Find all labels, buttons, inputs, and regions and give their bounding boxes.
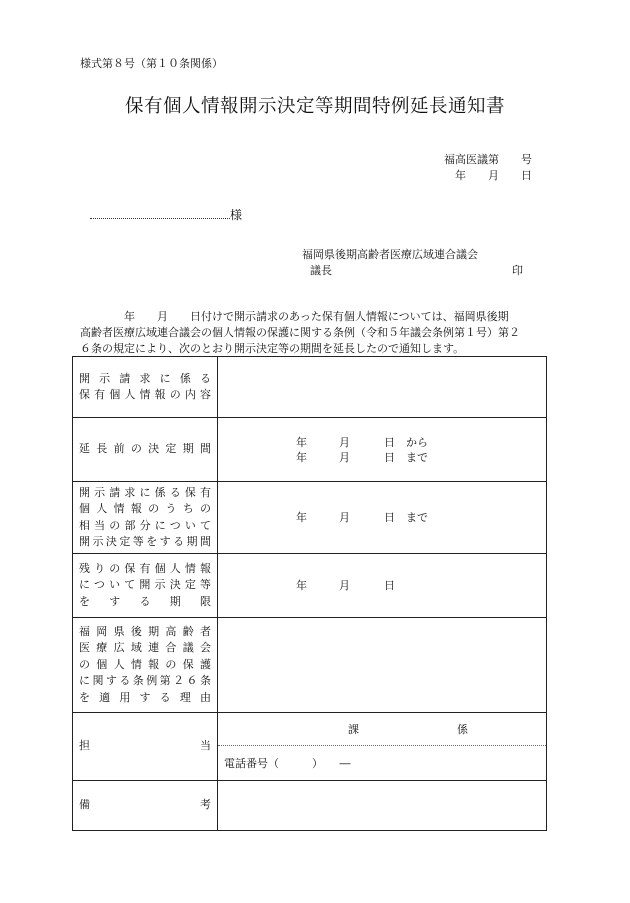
value-pre-extension[interactable] (218, 418, 547, 482)
document-number: 福高医議第 号 (444, 153, 532, 166)
row-remaining-period (73, 554, 547, 618)
day-unit: 日 (384, 511, 395, 524)
label-line: の個人情報の保護 (79, 657, 211, 671)
label-line: 個人情報のうちの (79, 502, 211, 515)
label-line: に関する条例第２６条 (79, 674, 211, 688)
label-remarks (73, 781, 218, 831)
label-contact (73, 713, 218, 781)
label-line: をする期限 (79, 594, 211, 608)
year-unit: 年 (296, 511, 307, 524)
contact-phone[interactable] (218, 746, 546, 780)
addressee-name-line[interactable] (90, 218, 230, 219)
body-text-line-1: 年 月 日付けで開示請求のあった保有個人情報については、福岡県後期 (80, 310, 509, 323)
chair-title: 議長 (310, 264, 332, 277)
value-info-content[interactable] (218, 357, 547, 418)
staff-unit: 係 (457, 723, 468, 736)
issue-date: 年 月 日 (455, 169, 532, 182)
value-contact (218, 713, 547, 781)
year-unit: 年 (296, 450, 307, 464)
from-suffix: から (406, 435, 428, 449)
label-line: 開示決定等をする期間 (79, 535, 211, 548)
label-line: について開示決定等 (79, 578, 211, 592)
until-suffix: まで (406, 511, 428, 524)
organization-name: 福岡県後期高齢者医療広域連合議会 (302, 248, 478, 261)
year-unit: 年 (296, 435, 307, 449)
row-reason (73, 618, 547, 713)
label-pre-extension (73, 418, 218, 482)
until-suffix: まで (406, 450, 428, 464)
month-unit: 月 (339, 450, 350, 464)
month-unit: 月 (339, 435, 350, 449)
value-reason[interactable] (218, 618, 547, 713)
value-partial-period[interactable] (218, 482, 547, 554)
value-remarks[interactable] (218, 781, 547, 831)
label-line: 開示請求に係る (79, 371, 211, 385)
form-number: 様式第８号（第１０条関係） (80, 57, 223, 70)
body-text-line-2: 高齢者医療広域連合議会の個人情報の保護に関する条例（令和５年議会条例第１号）第２ (80, 326, 520, 339)
date-line-until (218, 450, 546, 465)
day-unit: 日 (384, 450, 395, 464)
label-line: 残りの保有個人情報 (79, 561, 211, 575)
day-unit: 日 (384, 579, 395, 592)
label-line: 備考 (79, 798, 211, 812)
date-line-from (218, 435, 546, 450)
label-remaining-period (73, 554, 218, 618)
row-contact (73, 713, 547, 781)
label-line: 相当の部分について (79, 518, 211, 532)
date-line-deadline (218, 578, 546, 593)
value-remaining-period[interactable] (218, 554, 547, 618)
label-partial-period (73, 482, 218, 554)
addressee-suffix: 様 (230, 208, 243, 222)
label-line: を適用する理由 (79, 690, 211, 704)
label-info-content (73, 357, 218, 418)
body-text-line-3: ６条の規定により、次のとおり開示決定等の期間を延長したので通知します。 (80, 342, 465, 355)
notice-table (72, 356, 547, 831)
section-unit: 課 (348, 723, 359, 736)
month-unit: 月 (339, 511, 350, 524)
label-line: 医療広域連合議会 (79, 641, 211, 655)
label-line: 延長前の決定期間 (79, 442, 211, 456)
label-line: 担当 (79, 739, 211, 753)
date-line-until (218, 510, 546, 525)
row-partial-period (73, 482, 547, 554)
label-line: 開示請求に係る保有 (79, 485, 211, 499)
row-info-content (73, 357, 547, 418)
contact-section-staff[interactable] (218, 713, 546, 746)
label-line: 福岡県後期高齢者 (79, 624, 211, 638)
year-unit: 年 (296, 579, 307, 592)
row-pre-extension (73, 418, 547, 482)
label-reason (73, 618, 218, 713)
row-remarks (73, 781, 547, 831)
seal-mark: 印 (512, 264, 523, 277)
phone-label: 電話番号（ ） ― (224, 757, 351, 770)
month-unit: 月 (339, 579, 350, 592)
day-unit: 日 (384, 435, 395, 449)
page-title: 保有個人情報開示決定等期間特例延長通知書 (124, 96, 505, 117)
label-line: 保有個人情報の内容 (79, 388, 211, 401)
